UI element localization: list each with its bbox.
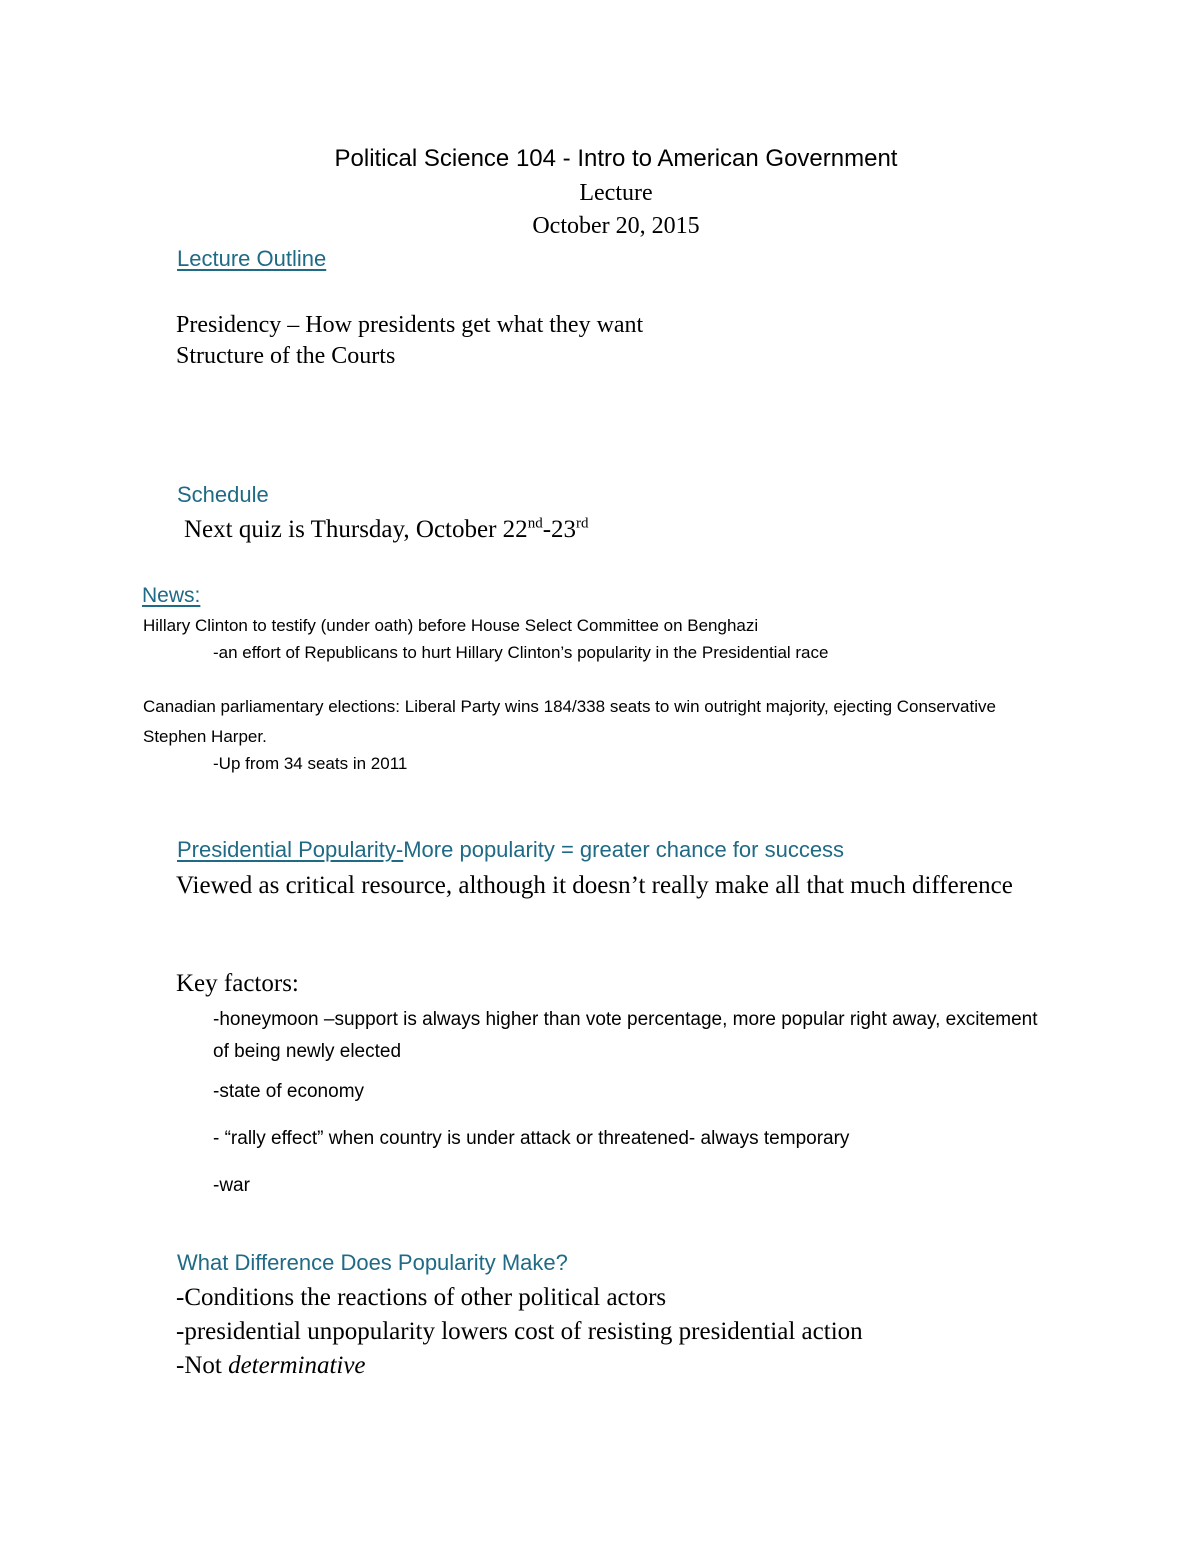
- quiz-text: Next quiz is Thursday, October 22: [184, 516, 528, 543]
- difference-item-italic: determinative: [228, 1352, 366, 1379]
- difference-item-conditions: -Conditions the reactions of other political actors: [176, 1284, 667, 1311]
- difference-heading: What Difference Does Popularity Make?: [177, 1250, 568, 1275]
- quiz-notice: [184, 517, 589, 542]
- schedule-heading: Schedule: [177, 482, 269, 507]
- quiz-sep: -23: [542, 516, 577, 543]
- lecture-label: Lecture: [579, 180, 653, 206]
- popularity-body: Viewed as critical resource, although it doesn’t really make all that much difference: [176, 872, 1013, 899]
- difference-item-prefix: -Not: [176, 1352, 229, 1379]
- outline-item-courts: Structure of the Courts: [176, 343, 396, 369]
- factor-rally-effect: - “rally effect” when country is under attack or threatened- always temporary: [213, 1128, 850, 1149]
- factor-economy: -state of economy: [213, 1081, 365, 1102]
- course-title: Political Science 104 - Intro to American Government: [334, 145, 898, 172]
- difference-item-unpopularity: -presidential unpopularity lowers cost of resisting presidential action: [176, 1318, 863, 1345]
- factor-honeymoon: -honeymoon –support is always higher than vote percentage, more popular right away, excitement of being newly elected: [213, 1009, 1038, 1062]
- outline-heading: Lecture Outline: [177, 246, 327, 271]
- quiz-sup-rd: rd: [576, 515, 589, 532]
- news-item-clinton: Hillary Clinton to testify (under oath) before House Select Committee on Benghazi: [143, 616, 759, 635]
- outline-item-presidency: Presidency – How presidents get what they want: [176, 312, 644, 338]
- key-factors-heading: Key factors:: [176, 970, 299, 997]
- news-item-canada-detail: -Up from 34 seats in 2011: [213, 754, 408, 773]
- news-item-canada: Canadian parliamentary elections: Liberal Party wins 184/338 seats to win outright majority, ejecting Conservative Stephen Harper.: [143, 697, 996, 746]
- popularity-heading-rest: More popularity = greater chance for success: [403, 837, 845, 862]
- news-item-clinton-detail: -an effort of Republicans to hurt Hillary Clinton’s popularity in the Presidential race: [213, 643, 829, 662]
- lecture-date: October 20, 2015: [532, 213, 700, 239]
- factor-war: -war: [213, 1175, 250, 1196]
- difference-item-determinative: [176, 1353, 366, 1378]
- popularity-heading-link: Presidential Popularity-: [177, 837, 404, 862]
- quiz-sup-nd: nd: [527, 515, 543, 532]
- news-heading: News:: [142, 584, 201, 607]
- popularity-heading: [177, 839, 844, 861]
